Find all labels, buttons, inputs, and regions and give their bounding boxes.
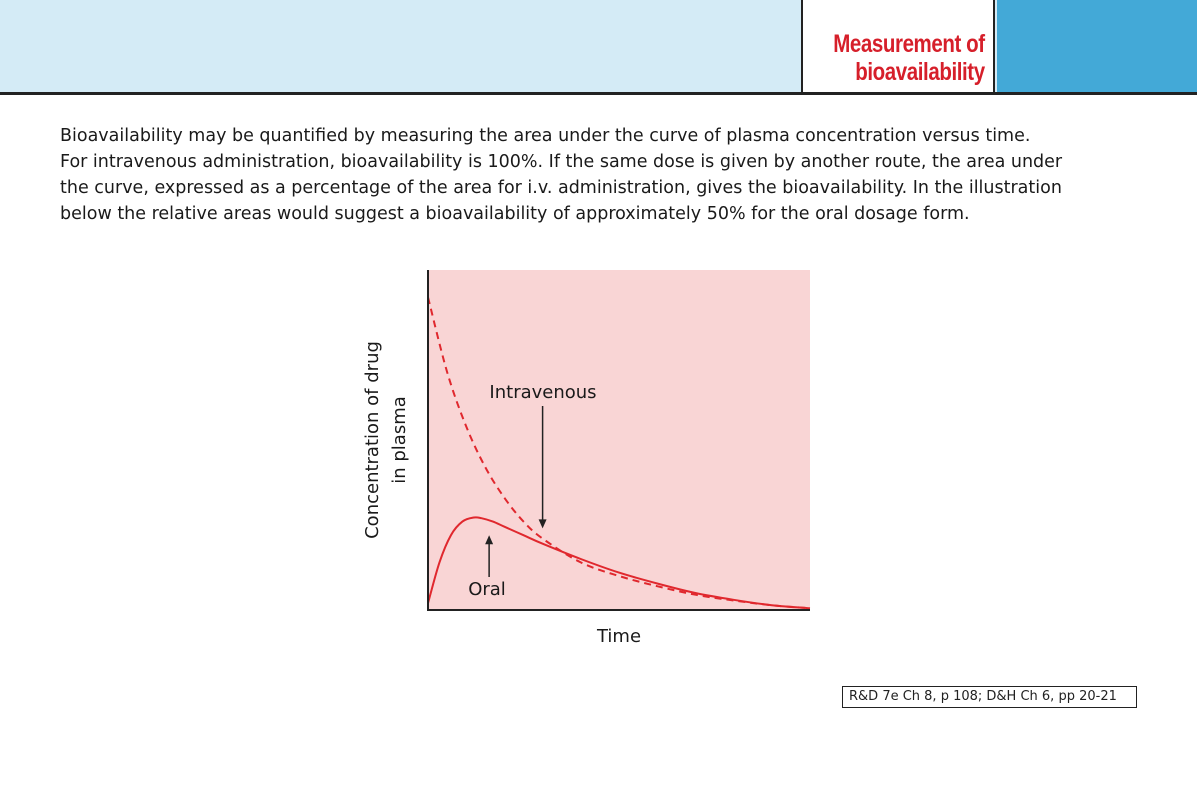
intro-line: below the relative areas would suggest a bioavailability of approximately 50% for the oral dosage form. [60, 204, 970, 224]
reference-citation: R&D 7e Ch 8, p 108; D&H Ch 6, pp 20-21 [842, 686, 1137, 708]
x-axis-label: Time [596, 626, 642, 647]
page-title-line-2: bioavailability [855, 58, 985, 86]
plot-background [428, 270, 810, 610]
page-title-line-1: Measurement of [833, 30, 985, 58]
intro-line: the curve, expressed as a percentage of the area for i.v. administration, gives the bioavailability. In the illustration [60, 178, 1062, 198]
intro-line: Bioavailability may be quantified by measuring the area under the curve of plasma concentration versus time. [60, 126, 1031, 146]
oral-label: Oral [468, 579, 506, 600]
intro-line: For intravenous administration, bioavailability is 100%. If the same dose is given by another route, the area under [60, 152, 1063, 172]
y-axis-label-line-2: in plasma [389, 396, 410, 484]
y-axis-label-line-1: Concentration of drug [362, 341, 383, 539]
intravenous-label: Intravenous [489, 382, 597, 403]
